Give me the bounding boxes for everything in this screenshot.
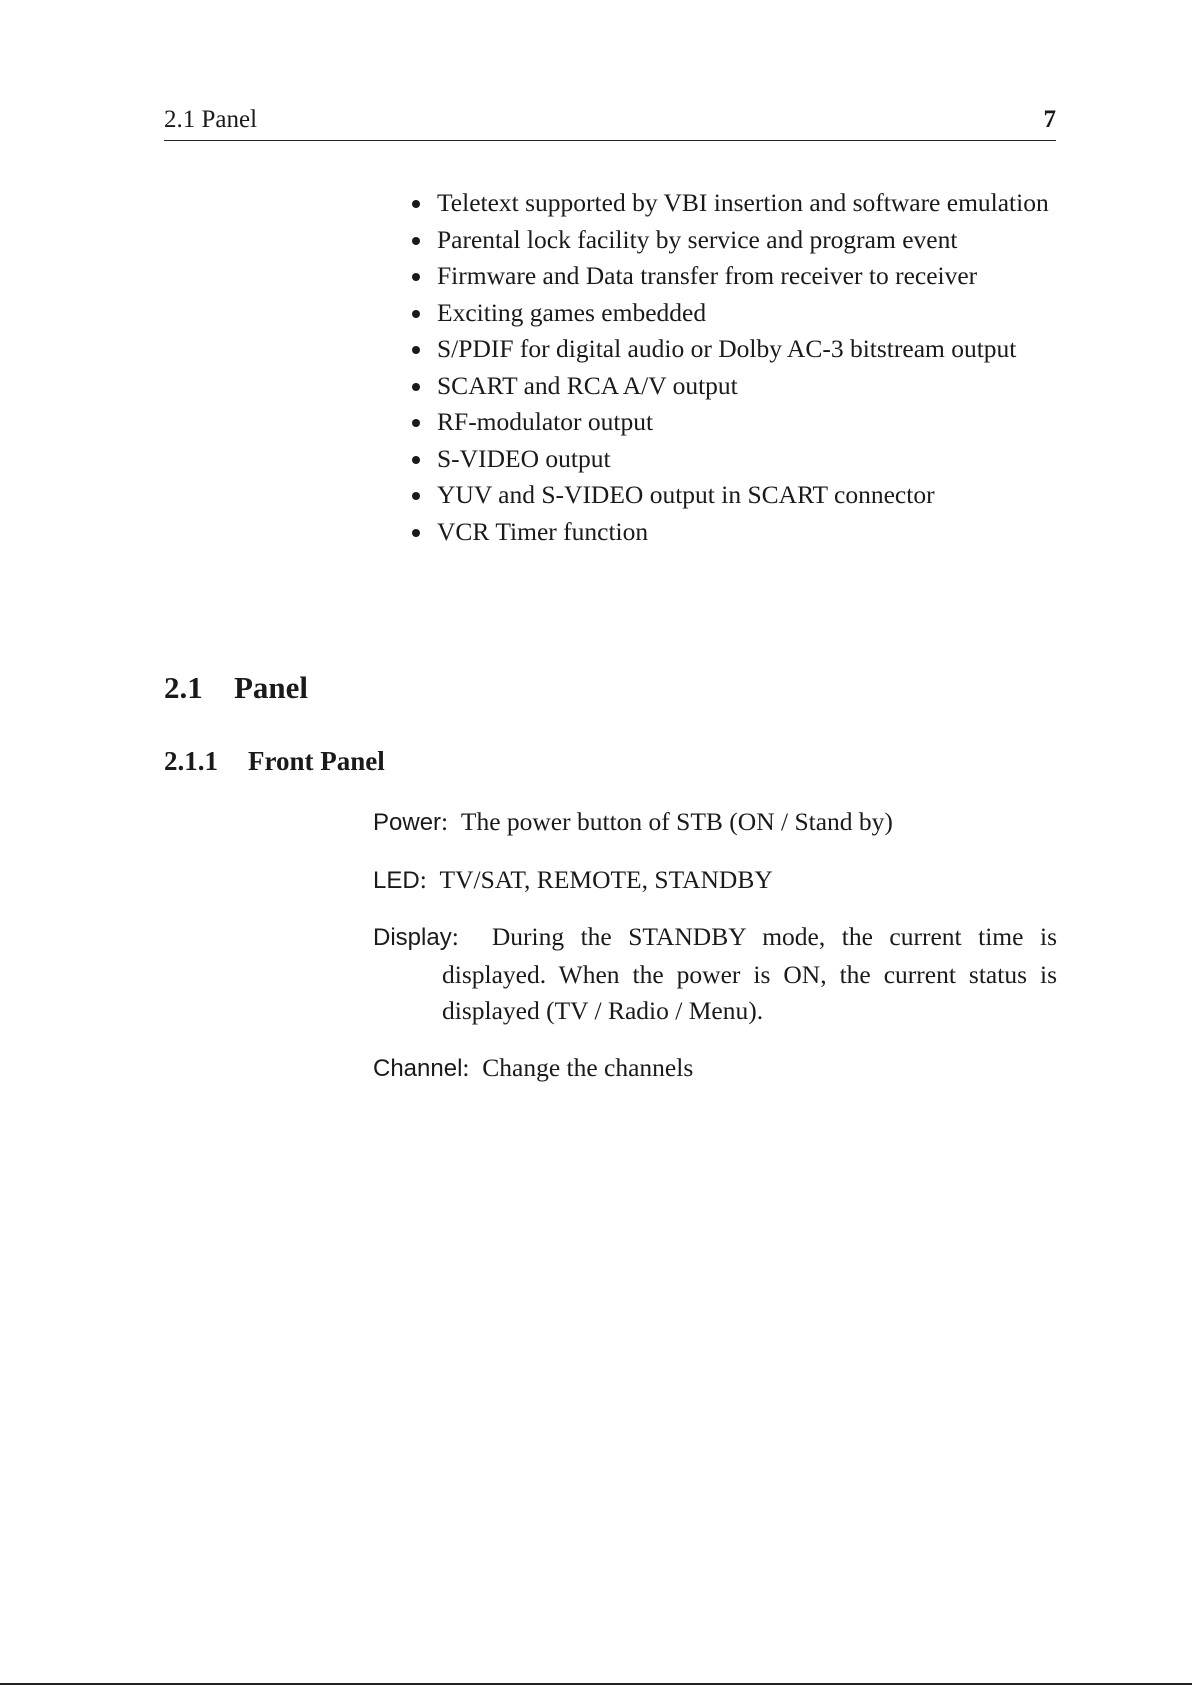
bullet-icon [412, 273, 420, 281]
section-title: Panel [234, 670, 309, 705]
bullet-icon [412, 310, 420, 318]
list-item [412, 222, 1058, 259]
section-number: 2.1 [164, 670, 203, 705]
feature-text: RF-modulator output [437, 407, 654, 436]
bullet-icon [412, 346, 420, 354]
feature-text: Parental lock facility by service and program event [437, 224, 958, 254]
subsection-title: Front Panel [248, 746, 385, 776]
list-item [412, 331, 1058, 368]
feature-list [412, 185, 1058, 550]
list-item [412, 441, 1058, 478]
description-item-power: Power: The power button of STB (ON / Stand by) [373, 807, 893, 836]
feature-text: SCART and RCA A/V output [437, 370, 738, 400]
list-item [412, 368, 1058, 405]
bullet-icon [412, 529, 420, 537]
feature-text: Firmware and Data transfer from receiver to receiver [437, 261, 978, 290]
subsection-heading [164, 746, 385, 777]
description-text: Change the channels [482, 1052, 694, 1082]
running-head-section: 2.1 Panel [164, 106, 258, 133]
page-number: 7 [1043, 106, 1056, 133]
list-item [412, 404, 1058, 441]
description-term: LED [373, 866, 420, 894]
front-panel-description-list [373, 804, 1057, 1107]
list-item [412, 477, 1058, 514]
list-item [412, 295, 1058, 332]
description-item-led: LED: TV/SAT, REMOTE, STANDBY [373, 864, 773, 894]
description-text: TV/SAT, REMOTE, STANDBY [439, 864, 773, 894]
description-text: The power button of STB (ON / Stand by) [460, 807, 893, 836]
bullet-icon [412, 200, 420, 208]
description-text: During the STANDBY mode, the current time is displayed. When the power is ON, the current status is displayed (TV / Radio / Menu). [442, 922, 1057, 1025]
section-heading [164, 670, 308, 706]
bullet-icon [412, 456, 420, 464]
description-item-channel: Channel: Change the channels [373, 1052, 694, 1082]
feature-text: S-VIDEO output [437, 443, 611, 473]
bullet-icon [412, 492, 420, 500]
running-head [164, 104, 1056, 141]
feature-text: VCR Timer function [437, 516, 649, 546]
description-term: Channel [373, 1054, 463, 1082]
description-term: Display [373, 924, 452, 951]
bullet-icon [412, 383, 420, 391]
bullet-icon [412, 419, 420, 427]
feature-text: Teletext supported by VBI insertion and software emulation [437, 188, 1049, 217]
description-item-display: Display: During the STANDBY mode, the current time is displayed. When the power is ON, the current status is displayed (TV / Radio / Menu). [373, 922, 1057, 1025]
list-item [412, 185, 1058, 222]
feature-text: Exciting games embedded [437, 297, 707, 327]
subsection-number: 2.1.1 [164, 746, 218, 776]
bullet-icon [412, 237, 420, 245]
feature-text: YUV and S-VIDEO output in SCART connector [437, 480, 935, 509]
description-term: Power [373, 809, 442, 836]
list-item [412, 514, 1058, 551]
list-item [412, 258, 1058, 295]
feature-text: S/PDIF for digital audio or Dolby AC-3 bitstream output [437, 334, 1017, 363]
